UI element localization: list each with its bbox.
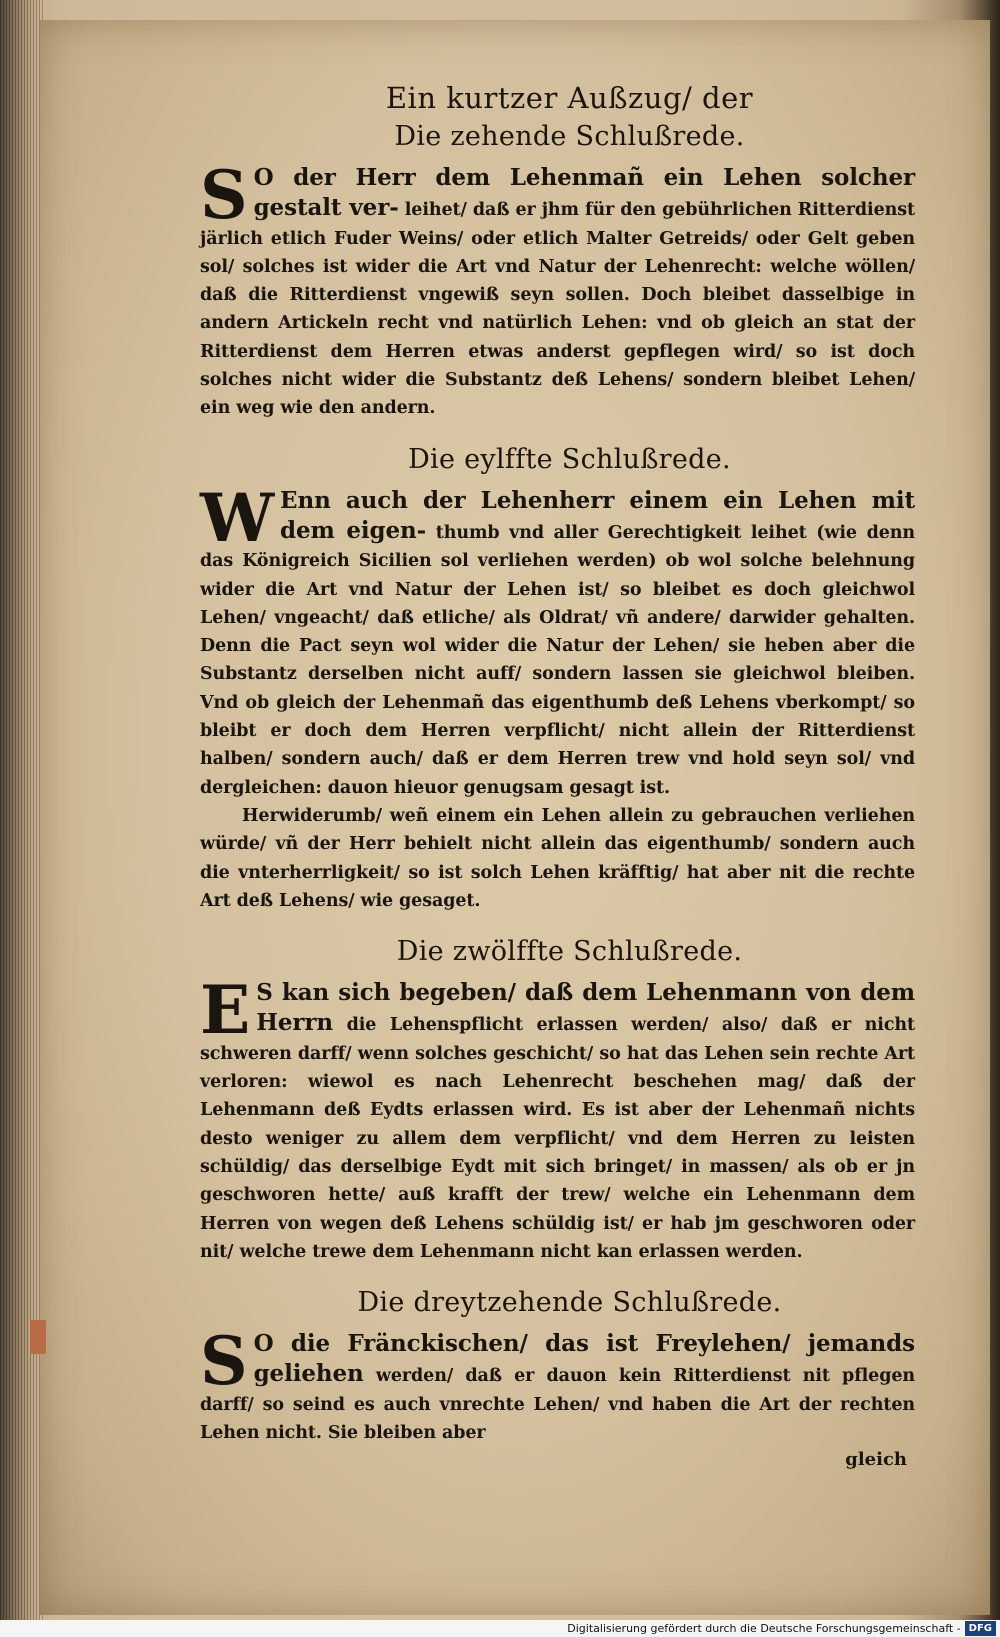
section-paragraph — [200, 478, 915, 802]
footer-credit: Digitalisierung gefördert durch die Deutsche Forschungsgemeinschaft - — [567, 1622, 961, 1635]
section-paragraph — [200, 971, 915, 1266]
first-words: S kan sich begeben/ daß dem Lehenmann von dem Herrn — [256, 979, 915, 1037]
page-text — [200, 80, 915, 1473]
digitization-footer — [0, 1620, 1000, 1637]
initial-letter: E — [200, 971, 251, 1050]
dfg-logo: DFG — [965, 1621, 996, 1636]
initial-letter: S — [200, 156, 248, 234]
running-head: Ein kurtzer Außzug/ der — [385, 81, 754, 115]
section-paragraph-2: Herwiderumb/ weñ einem ein Lehen allein zu gebrauchen verliehen würde/ vñ der Herr behielt nicht allein das eigenthumb/ sondern auch die vnterherrligkeit/ so ist solch Lehen kräfftig/ hat aber nit die rechte Art deß Lehens/ wie gesaget. — [200, 805, 915, 911]
paragraph-text: die Lehenspflicht erlassen werden/ also/ daß er nicht schweren darff/ wenn solches geschicht/ so hat das Lehen sein rechte Art verloren: wiewol es nach Lehenrecht beschehen mag/ daß der Lehenmann deß Eydts erlassen wird. Es ist aber der Lehenmañ nichts desto weniger zu allem dem verpflicht/ vnd dem Herren zu leisten schüldig/ das derselbige Eydt mit sich bringet/ in massen/ als ob er jn geschworen hette/ auß krafft der trew/ welche ein Lehenmann dem Herren von wegen deß Lehens schüldig ist/ er hab jm geschworen oder nit/ welche trewe dem Lehenmann nicht kan erlassen werden. — [200, 1015, 915, 1262]
first-words: O der Herr dem Lehenmañ ein Lehen solcher gestalt ver- — [253, 164, 915, 222]
initial-letter: W — [200, 478, 275, 557]
paragraph-text: leihet/ daß er jhm für den gebührlichen Ritterdienst järlich etlich Fuder Weins/ oder etlich Malter Getreids/ oder Gelt geben sol/ solches ist wider die Art vnd Natur der Lehenrecht: welche wöllen/ daß die Ritterdienst vngewiß seyn sollen. Doch bleibet dasselbige in andern Artickeln recht vnd natürlich Lehen: vnd ob gleich an stat der Ritterdienst dem Herren etwas anderst gepflegen wird/ so ist doch solches nicht wider die Substantz deß Lehens/ sondern bleibet Lehen/ ein weg wie den andern. — [200, 200, 915, 419]
section-12 — [200, 935, 915, 1266]
paragraph-text: werden/ daß er dauon kein Ritterdienst nit pflegen darff/ so seind es auch vnrechte Lehen/ vnd haben die Art der rechten Lehen nicht. Sie bleiben aber — [200, 1366, 915, 1443]
section-13 — [200, 1286, 915, 1447]
bookmark-ribbon — [30, 1320, 46, 1354]
section-title: Die zehende Schlußrede. — [394, 121, 745, 152]
page-edges — [0, 0, 44, 1620]
catchword: gleich — [845, 1449, 907, 1471]
first-words: Enn auch der Lehenherr einem ein Lehen mit dem eigen- — [280, 486, 915, 544]
section-11 — [200, 443, 915, 915]
section-title: Die zwölffte Schlußrede. — [396, 936, 743, 968]
initial-letter: S — [200, 1322, 248, 1401]
section-title: Die dreytzehende Schlußrede. — [357, 1287, 782, 1319]
section-paragraph — [200, 1322, 915, 1447]
paragraph-text: thumb vnd aller Gerechtigkeit leihet (wie denn das Königreich Sicilien sol verliehen werden) ob wol solche belehnung wider die Art vnd Natur der Lehen ist/ so bleibet es doch gleichwol Lehen/ vngeacht/ daß etliche/ als Oldrat/ vñ andere/ darwider gehalten. Denn die Pact seyn wol wider die Natur der Lehen/ sie heben aber die Substantz derselben nicht auff/ sondern lassen sie gleichwol bleiben. Vnd ob gleich der Lehenmañ das eigenthumb deß Lehens vberkompt/ so bleibt er doch dem Herren verpflicht/ nicht allein der Ritterdienst halben/ sondern auch/ daß er dem Herren trew vnd hold seyn sol/ vnd dergleichen: dauon hieuor genugsam gesagt ist. — [200, 522, 915, 798]
section-10 — [200, 120, 915, 423]
first-words: O die Fränckischen/ das ist Freylehen/ jemands geliehen — [253, 1330, 915, 1388]
section-title: Die eylffte Schlußrede. — [408, 443, 731, 475]
section-paragraph — [200, 156, 915, 423]
